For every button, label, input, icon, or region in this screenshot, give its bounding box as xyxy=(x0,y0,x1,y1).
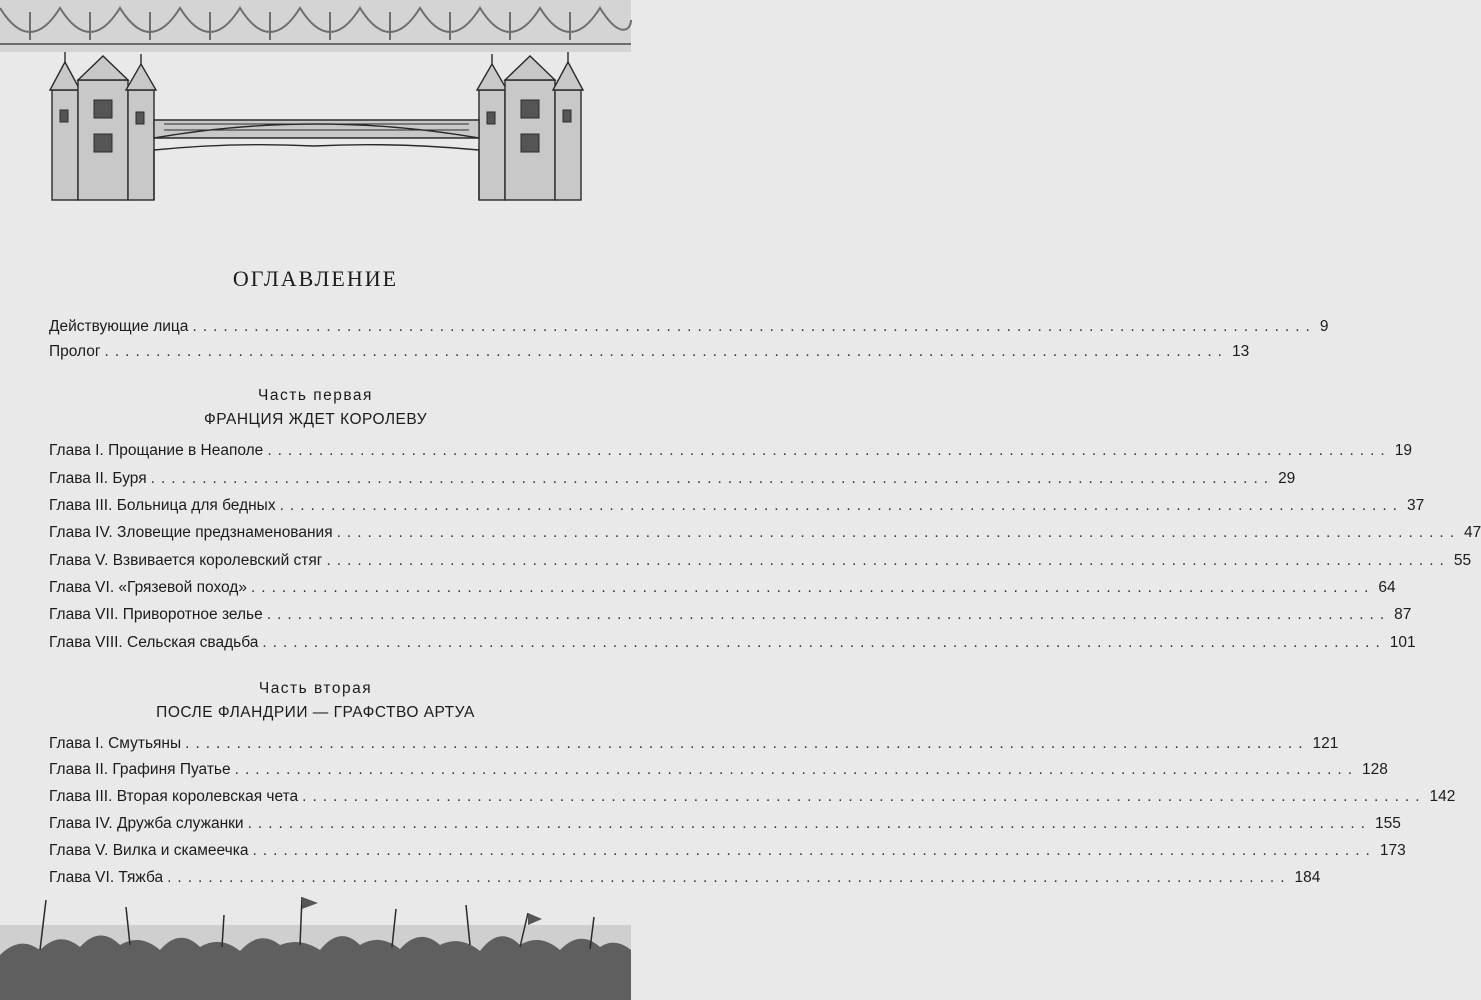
toc-entry xyxy=(49,634,1416,656)
toc-entry xyxy=(49,869,1321,891)
part-title: ФРАНЦИЯ ЖДЕТ КОРОЛЕВУ xyxy=(203,411,428,428)
toc-entry xyxy=(49,761,1388,783)
part-title: ПОСЛЕ ФЛАНДРИИ — ГРАФСТВО АРТУА xyxy=(156,704,475,721)
toc-entry xyxy=(49,442,1412,464)
toc-entry xyxy=(49,842,1406,864)
entry-label: Глава V. Вилка и скамеечка xyxy=(49,842,249,859)
dot-leader: ............................................................................................................. xyxy=(266,606,1391,623)
toc-entry xyxy=(49,524,1481,546)
dot-leader: ............................................................................................................. xyxy=(104,343,1228,360)
toc-entry xyxy=(49,343,1250,365)
entry-label: Глава IV. Дружба служанки xyxy=(49,815,244,832)
entry-page: 19 xyxy=(1394,442,1412,459)
dot-leader: ............................................................................................................. xyxy=(252,842,1376,859)
entry-page: 184 xyxy=(1294,869,1321,886)
toc-entry xyxy=(49,552,1472,574)
entry-page: 142 xyxy=(1429,788,1456,805)
toc-entry xyxy=(49,318,1329,340)
toc-entry xyxy=(49,815,1401,837)
dot-leader: ............................................................................................................. xyxy=(234,761,1359,778)
entry-label: Глава I. Прощание в Неаполе xyxy=(49,442,264,459)
ornament-border-top xyxy=(0,0,631,52)
toc-entry xyxy=(49,606,1412,628)
entry-label: Глава V. Взвивается королевский стяг xyxy=(49,552,323,569)
dot-leader: ............................................................................................................. xyxy=(167,869,1291,886)
toc-entry xyxy=(49,470,1296,492)
castle-illustration xyxy=(44,50,589,210)
dot-leader: ............................................................................................................. xyxy=(185,735,1309,752)
entry-page: 55 xyxy=(1453,552,1472,569)
dot-leader: ............................................................................................................. xyxy=(279,497,1403,514)
entry-page: 155 xyxy=(1374,815,1401,832)
entry-page: 13 xyxy=(1231,343,1250,360)
entry-page: 87 xyxy=(1394,606,1412,623)
dot-leader: ............................................................................................................. xyxy=(192,318,1316,335)
dot-leader: ............................................................................................................. xyxy=(326,552,1450,569)
dot-leader: ............................................................................................................. xyxy=(267,442,1391,459)
entry-page: 64 xyxy=(1378,579,1396,596)
entry-label: Глава I. Смутьяны xyxy=(49,735,182,752)
toc-entry xyxy=(49,735,1339,757)
entry-page: 173 xyxy=(1379,842,1406,859)
dot-leader: ............................................................................................................. xyxy=(262,634,1386,651)
entry-label: Действующие лица xyxy=(49,318,189,335)
toc-entry xyxy=(49,497,1425,519)
dot-leader: ............................................................................................................. xyxy=(336,524,1461,541)
battle-scene-illustration xyxy=(0,895,631,1000)
entry-label: Глава III. Больница для бедных xyxy=(49,497,276,514)
dot-leader: ............................................................................................................. xyxy=(302,788,1426,805)
entry-page: 121 xyxy=(1312,735,1339,752)
entry-label: Глава II. Буря xyxy=(49,470,147,487)
entry-page: 9 xyxy=(1319,318,1329,335)
entry-page: 37 xyxy=(1406,497,1425,514)
entry-label: Глава II. Графиня Пуатье xyxy=(49,761,231,778)
entry-label: Глава VI. Тяжба xyxy=(49,869,164,886)
entry-label: Глава VIII. Сельская свадьба xyxy=(49,634,259,651)
entry-label: Глава IV. Зловещие предзнаменования xyxy=(49,524,333,541)
dot-leader: ............................................................................................................. xyxy=(247,815,1371,832)
toc-entry xyxy=(49,788,1456,810)
entry-page: 47 xyxy=(1464,524,1481,541)
entry-label: Глава VII. Приворотное зелье xyxy=(49,606,263,623)
entry-label: Глава III. Вторая королевская чета xyxy=(49,788,299,805)
entry-page: 29 xyxy=(1278,470,1296,487)
part-label: Часть первая xyxy=(258,387,373,404)
entry-page: 128 xyxy=(1362,761,1388,778)
entry-page: 101 xyxy=(1389,634,1416,651)
part-label: Часть вторая xyxy=(258,680,373,697)
page-title: ОГЛАВЛЕНИЕ xyxy=(232,266,399,291)
entry-label: Глава VI. «Грязевой поход» xyxy=(49,579,247,596)
toc-entry xyxy=(49,579,1396,601)
dot-leader: ............................................................................................................. xyxy=(150,470,1275,487)
entry-label: Пролог xyxy=(49,343,101,360)
dot-leader: ............................................................................................................. xyxy=(250,579,1375,596)
